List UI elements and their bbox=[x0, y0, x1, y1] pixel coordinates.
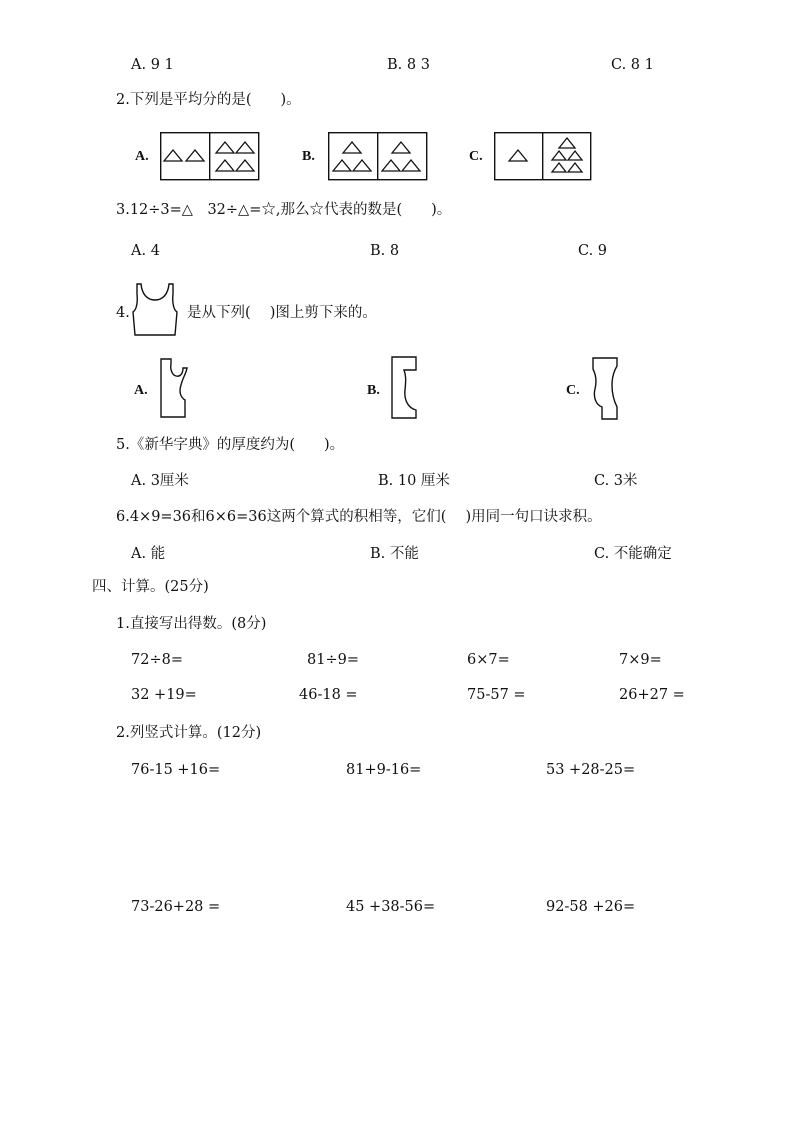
q2-label-c: C. bbox=[469, 149, 483, 164]
q6-option-c: C. 不能确定 bbox=[594, 546, 672, 562]
part2-title: 2.列竖式计算。(12分) bbox=[116, 725, 262, 741]
q4-figure-c bbox=[590, 357, 620, 421]
vertical-calc-1-1: 76-15 +16= bbox=[131, 762, 221, 778]
q4-text: 是从下列( )图上剪下来的。 bbox=[187, 305, 377, 321]
q2-label-a: A. bbox=[135, 149, 149, 164]
q4-figure-a bbox=[160, 357, 192, 421]
calc-1-1: 72÷8= bbox=[131, 652, 183, 668]
vertical-calc-1-3: 53 +28-25= bbox=[546, 762, 636, 778]
calc-1-4: 7×9= bbox=[619, 652, 662, 668]
q3-option-a: A. 4 bbox=[131, 243, 160, 259]
q1-option-a: A. 9 1 bbox=[131, 57, 174, 73]
q1-option-b: B. 8 3 bbox=[387, 57, 430, 73]
part1-title: 1.直接写出得数。(8分) bbox=[116, 616, 267, 632]
calc-2-2: 46-18 = bbox=[299, 687, 358, 703]
q5-option-c: C. 3米 bbox=[594, 473, 638, 489]
q4-vest-figure bbox=[131, 280, 179, 338]
q4-label-a: A. bbox=[134, 383, 148, 398]
q4-number: 4. bbox=[116, 305, 130, 321]
q6-option-b: B. 不能 bbox=[370, 546, 419, 562]
q2-figure-a bbox=[160, 132, 260, 182]
calc-2-4: 26+27 = bbox=[619, 687, 685, 703]
q2-figure-b bbox=[328, 132, 428, 182]
q2-text: 2.下列是平均分的是( )。 bbox=[116, 92, 301, 108]
q4-label-c: C. bbox=[566, 383, 580, 398]
q3-option-c: C. 9 bbox=[578, 243, 608, 259]
calc-1-2: 81÷9= bbox=[307, 652, 359, 668]
q5-option-b: B. 10 厘米 bbox=[378, 473, 450, 489]
q5-text: 5.《新华字典》的厚度约为( )。 bbox=[116, 437, 345, 453]
section4-title: 四、计算。(25分) bbox=[92, 579, 209, 595]
q6-option-a: A. 能 bbox=[131, 546, 166, 562]
vertical-calc-2-3: 92-58 +26= bbox=[546, 899, 636, 915]
vertical-calc-2-2: 45 +38-56= bbox=[346, 899, 436, 915]
q6-text: 6.4×9=36和6×6=36这两个算式的积相等，它们( )用同一句口诀求积。 bbox=[116, 509, 602, 525]
calc-2-3: 75-57 = bbox=[467, 687, 526, 703]
q2-label-b: B. bbox=[302, 149, 315, 164]
q3-option-b: B. 8 bbox=[370, 243, 400, 259]
vertical-calc-1-2: 81+9-16= bbox=[346, 762, 422, 778]
q3-text: 3.12÷3=△ 32÷△=☆,那么☆代表的数是( )。 bbox=[116, 202, 452, 218]
vertical-calc-2-1: 73-26+28 = bbox=[131, 899, 221, 915]
q4-label-b: B. bbox=[367, 383, 380, 398]
q5-option-a: A. 3厘米 bbox=[131, 473, 189, 489]
q2-figure-c bbox=[494, 132, 594, 182]
calc-2-1: 32 +19= bbox=[131, 687, 197, 703]
calc-1-3: 6×7= bbox=[467, 652, 510, 668]
q1-option-c: C. 8 1 bbox=[611, 57, 654, 73]
q4-figure-b bbox=[391, 356, 421, 420]
